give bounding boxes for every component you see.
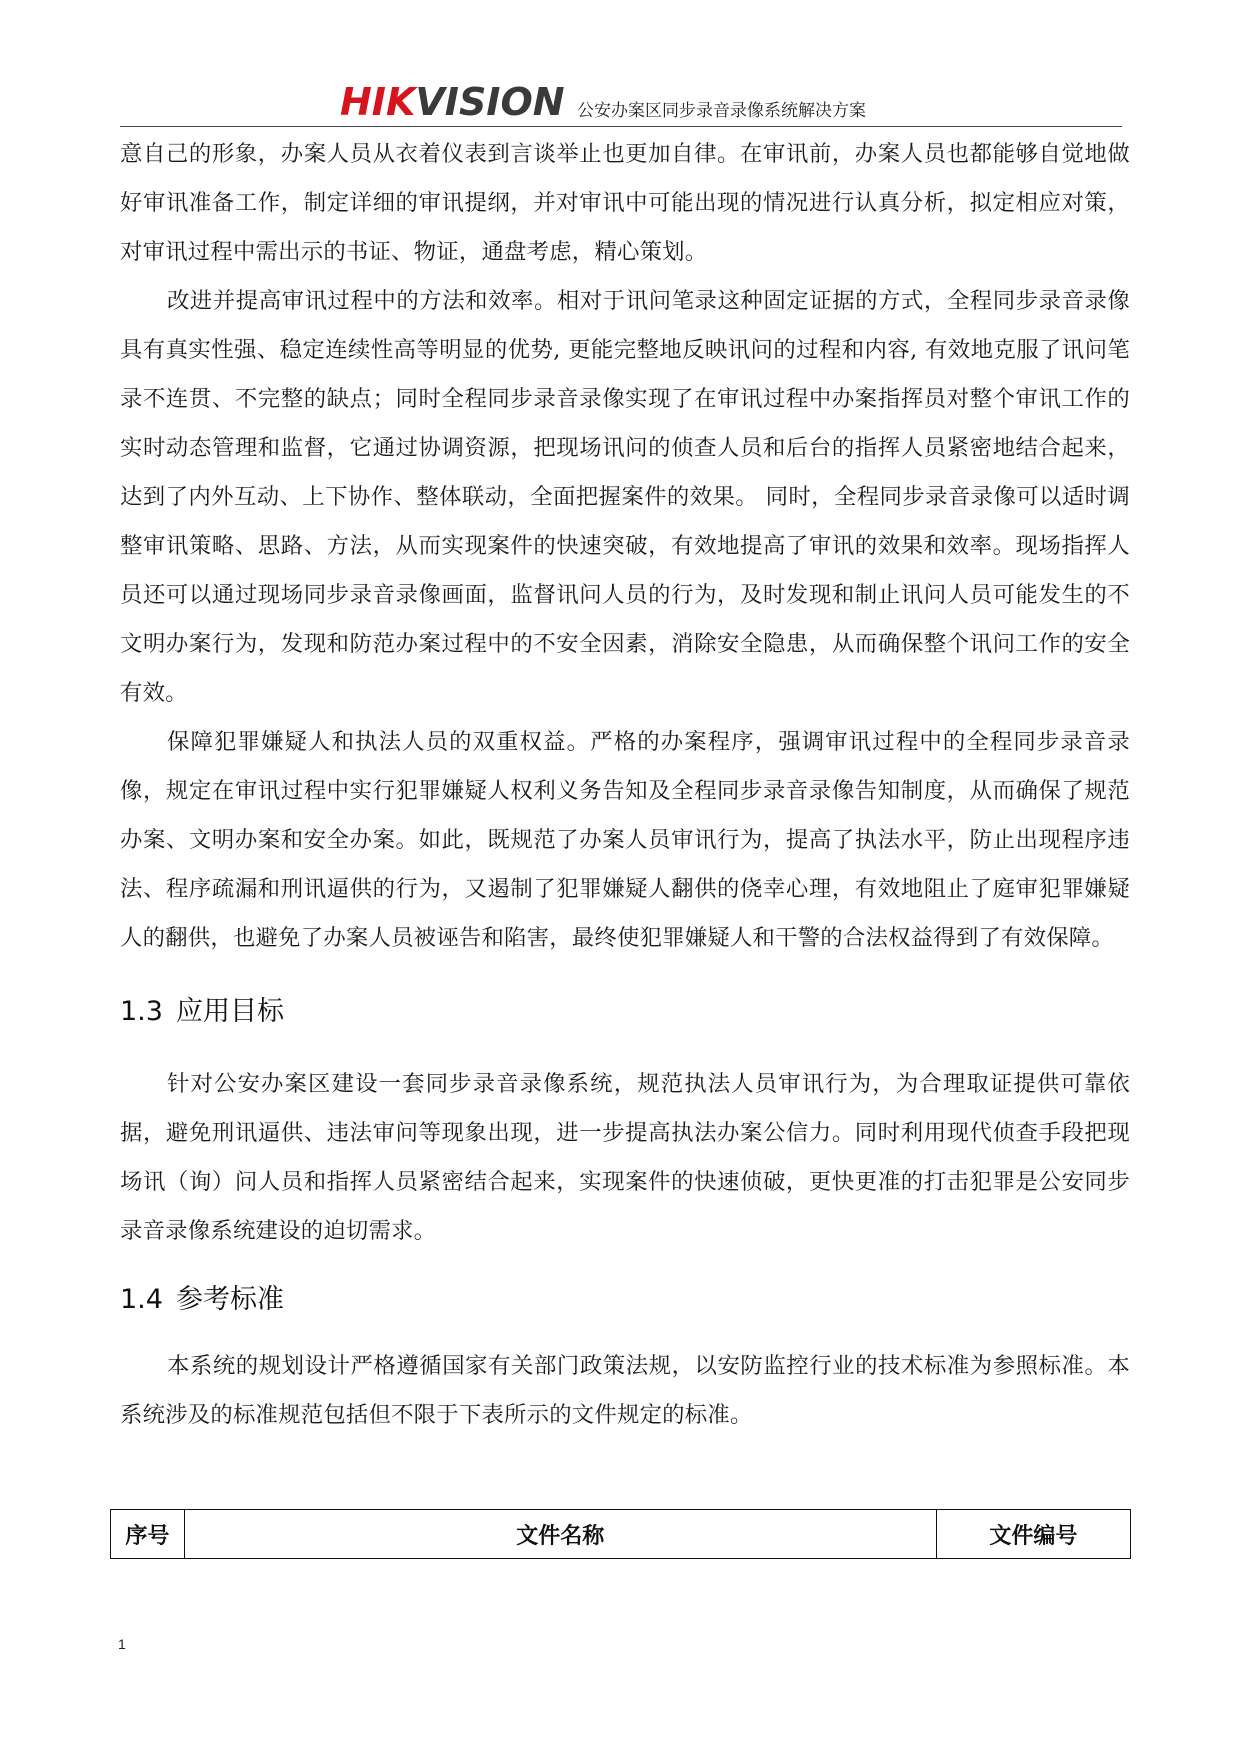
body-paragraph-efficiency: 改进并提高审讯过程中的方法和效率。相对于讯问笔录这种固定证据的方式，全程同步录音录像具有真实性强、稳定连续性高等明显的优势, 更能完整地反映讯问的过程和内容, 有效地克服了讯问笔录不连贯、不完整的缺点；同时全程同步录音录像实现了在审讯过程中办案指挥员对整个审讯工作的实时动态管理和监督，它通过协调资源，把现场讯问的侦查人员和后台的指挥人员紧密地结合起来，达到了内外互动、上下协作、整体联动，全面把握案件的效果。 同时，全程同步录音录像可以适时调整审讯策略、思路、方法，从而实现案件的快速突破，有效地提高了审讯的效果和效率。现场指挥人员还可以通过现场同步录音录像画面，监督讯问人员的行为，及时发现和制止讯问人员可能发生的不文明办案行为，发现和防范办案过程中的不安全因素，消除安全隐患，从而确保整个讯问工作的安全有效。 bbox=[120, 288, 1130, 706]
document-body bbox=[120, 130, 1130, 1440]
section-1-3-body: 针对公安办案区建设一套同步录音录像系统，规范执法人员审讯行为，为合理取证提供可靠依据，避免刑讯逼供、违法审问等现象出现，进一步提高执法办案公信力。同时利用现代侦查手段把现场讯（询）问人员和指挥人员紧密结合起来，实现案件的快速侦破，更快更准的打击犯罪是公安同步录音录像系统建设的迫切需求。 bbox=[120, 1071, 1130, 1244]
body-paragraph-continued: 意自己的形象，办案人员从衣着仪表到言谈举止也更加自律。在审讯前，办案人员也都能够自觉地做好审讯准备工作，制定详细的审讯提纲，并对审讯中可能出现的情况进行认真分析，拟定相应对策，对审讯过程中需出示的书证、物证，通盘考虑，精心策划。 bbox=[120, 141, 1130, 265]
column-header-seq: 序号 bbox=[111, 1510, 185, 1559]
hikvision-logo bbox=[340, 78, 565, 126]
header-divider bbox=[120, 126, 1122, 127]
logo-vision-text: VISION bbox=[415, 80, 565, 124]
page-number: 1 bbox=[118, 1636, 126, 1652]
section-number: 1.4 bbox=[120, 1284, 163, 1315]
section-title: 参考标准 bbox=[176, 1284, 284, 1315]
header-title: 公安办案区同步录音录像系统解决方案 bbox=[577, 101, 866, 121]
logo-hik-text: HIK bbox=[340, 80, 416, 124]
section-number: 1.3 bbox=[120, 996, 163, 1027]
body-paragraph-rights: 保障犯罪嫌疑人和执法人员的双重权益。严格的办案程序，强调审讯过程中的全程同步录音录像，规定在审讯过程中实行犯罪嫌疑人权利义务告知及全程同步录音录像告知制度，从而确保了规范办案、文明办案和安全办案。如此，既规范了办案人员审讯行为，提高了执法水平，防止出现程序违法、程序疏漏和刑讯逼供的行为，又遏制了犯罪嫌疑人翻供的侥幸心理，有效地阻止了庭审犯罪嫌疑人的翻供，也避免了办案人员被诬告和陷害，最终使犯罪嫌疑人和干警的合法权益得到了有效保障。 bbox=[120, 729, 1130, 951]
standards-table bbox=[110, 1509, 1131, 1559]
section-heading-1-3 bbox=[120, 988, 1130, 1036]
column-header-file-code: 文件编号 bbox=[936, 1510, 1130, 1559]
section-1-4-body: 本系统的规划设计严格遵循国家有关部门政策法规，以安防监控行业的技术标准为参照标准。本系统涉及的标准规范包括但不限于下表所示的文件规定的标准。 bbox=[120, 1353, 1130, 1428]
section-title: 应用目标 bbox=[176, 996, 284, 1027]
section-heading-1-4 bbox=[120, 1276, 1130, 1324]
page-header bbox=[340, 78, 1140, 128]
column-header-file-name: 文件名称 bbox=[184, 1510, 936, 1559]
table-header-row bbox=[111, 1510, 1131, 1559]
